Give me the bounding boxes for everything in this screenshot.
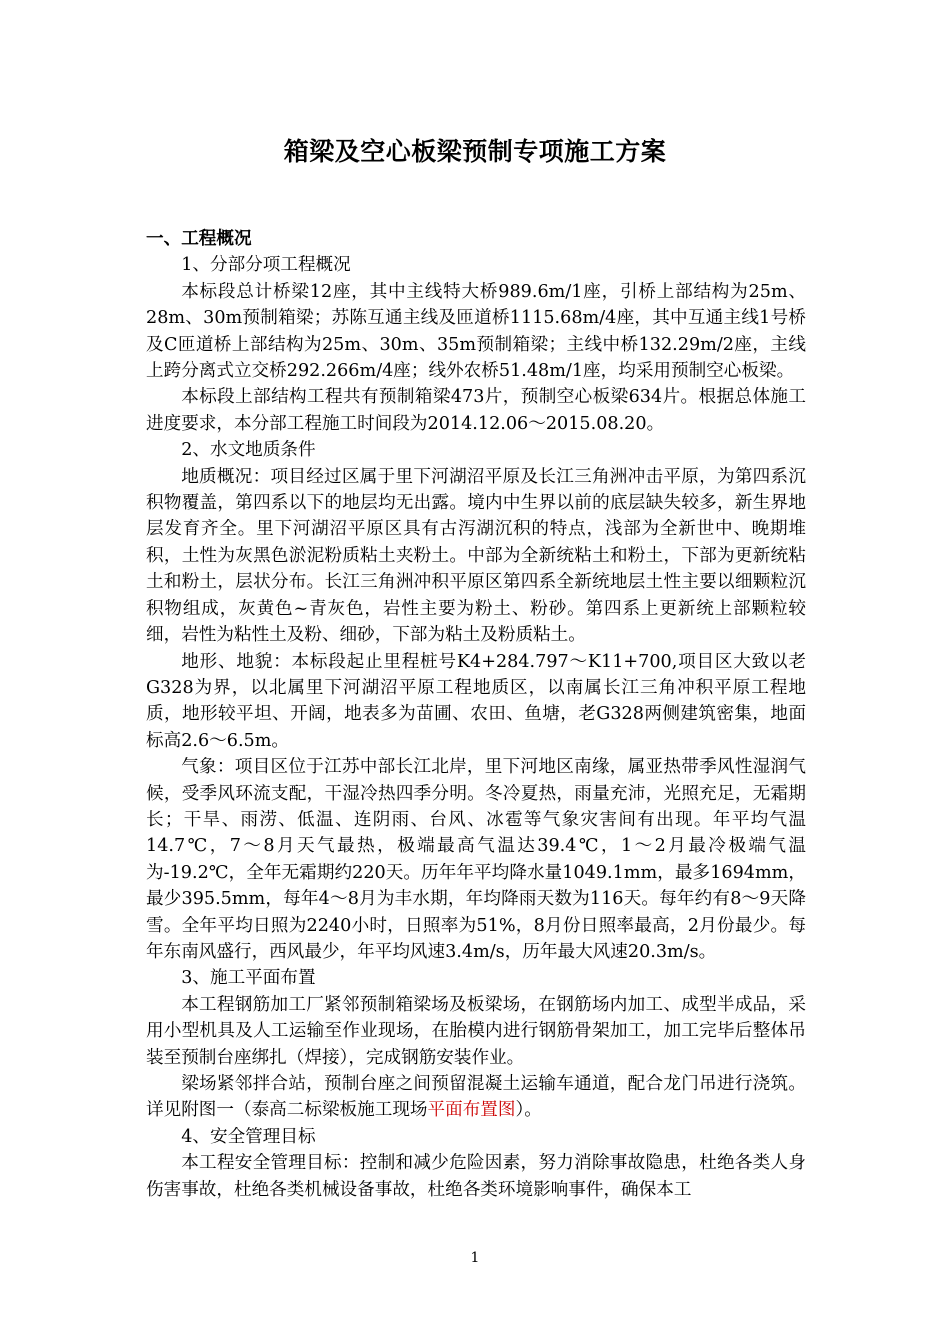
paragraph-geology: 地质概况：项目经过区属于里下河湖沼平原及长江三角洲冲击平原，为第四系沉积物覆盖，第四系以下的地层均无出露。境内中生界以前的底层缺失较多，新生界地层发育齐全。里下河湖沼平原区具有古泻湖沉积的特点，浅部为全新世中、晚期堆积，土性为灰黑色淤泥粉质粘土夹粉土。中部为全新统粘土和粉土，下部为更新统粘土和粉土，层状分布。长江三角洲冲积平原区第四系全新统地层土性主要以细颗粒沉积物组成，灰黄色~青灰色，岩性主要为粉土、粉砂。第四系上更新统上部颗粒较细，岩性为粘性土及粉、细砂，下部为粘土及粉质粘土。 — [146, 466, 806, 646]
paragraph-climate: 气象：项目区位于江苏中部长江北岸，里下河地区南缘，属亚热带季风性湿润气候，受季风环流支配，干湿冷热四季分明。冬冷夏热，雨量充沛，光照充足，无霜期长；干旱、雨涝、低温、连阴雨、台风、冰雹等气象灾害间有出现。年平均气温14.7℃，7～8月天气最热，极端最高气温达39.4℃，1～2月最冷极端气温为-19.2℃，全年无霜期约220天。历年年平均降水量1049.1mm，最多1694mm，最少395.5mm，每年4～8月为丰水期，年均降雨天数为116天。每年约有8～9天降雪。全年平均日照为2240小时，日照率为51%，8月份日照率最高，2月份最少。每年东南风盛行，西风最少，年平均风速3.4m/s，历年最大风速20.3m/s。 — [146, 757, 806, 962]
subsection-heading-1-3: 3、施工平面布置 — [181, 968, 316, 989]
subsection-heading-1-4: 4、安全管理目标 — [181, 1126, 316, 1147]
paragraph-beam-yard-text-a: 梁场紧邻拌合站，预制台座之间预留混凝土运输车通道，配合龙门吊进行浇筑。详见附图一（泰高二标梁板施工现场 — [146, 1074, 806, 1121]
layout-plan-link[interactable]: 平面布置图 — [427, 1100, 516, 1121]
paragraph-beam-count: 本标段上部结构工程共有预制箱梁473片，预制空心板梁634片。根据总体施工进度要求，本分部工程施工时间段为2014.12.06～2015.08.20。 — [146, 387, 806, 434]
paragraph-beam-yard-text-b: ）。 — [515, 1100, 542, 1121]
document-body — [146, 226, 806, 1203]
section-heading-1: 一、工程概况 — [146, 228, 252, 249]
paragraph-safety-goal: 本工程安全管理目标：控制和减少危险因素，努力消除事故隐患，杜绝各类人身伤害事故，杜绝各类机械设备事故，杜绝各类环境影响事件，确保本工 — [146, 1153, 806, 1200]
document-title: 箱梁及空心板梁预制专项施工方案 — [283, 137, 667, 166]
paragraph-beam-yard — [146, 1071, 806, 1124]
paragraph-bridges-overview: 本标段总计桥梁12座，其中主线特大桥989.6m/1座，引桥上部结构为25m、28m、30m预制箱梁；苏陈互通主线及匝道桥1115.68m/4座，其中互通主线1号桥及C匝道桥上部结构为25m、30m、35m预制箱梁；主线中桥132.29m/2座，主线上跨分离式立交桥292.266m/4座；线外农桥51.48m/1座，均采用预制空心板梁。 — [146, 281, 806, 382]
page-number: 1 — [470, 1250, 480, 1266]
subsection-heading-1-1: 1、分部分项工程概况 — [181, 255, 351, 276]
paragraph-terrain: 地形、地貌：本标段起止里程桩号K4+284.797～K11+700,项目区大致以老G328为界，以北属里下河湖沼平原工程地质区，以南属长江三角冲积平原工程地质，地形较平坦、开阔，地表多为苗圃、农田、鱼塘，老G328两侧建筑密集，地面标高2.6～6.5m。 — [146, 651, 806, 751]
subsection-heading-1-2: 2、水文地质条件 — [181, 440, 316, 461]
paragraph-rebar-plant: 本工程钢筋加工厂紧邻预制箱梁场及板梁场，在钢筋场内加工、成型半成品，采用小型机具及人工运输至作业现场，在胎模内进行钢筋骨架加工，加工完毕后整体吊装至预制台座绑扎（焊接），完成钢筋安装作业。 — [146, 994, 806, 1068]
